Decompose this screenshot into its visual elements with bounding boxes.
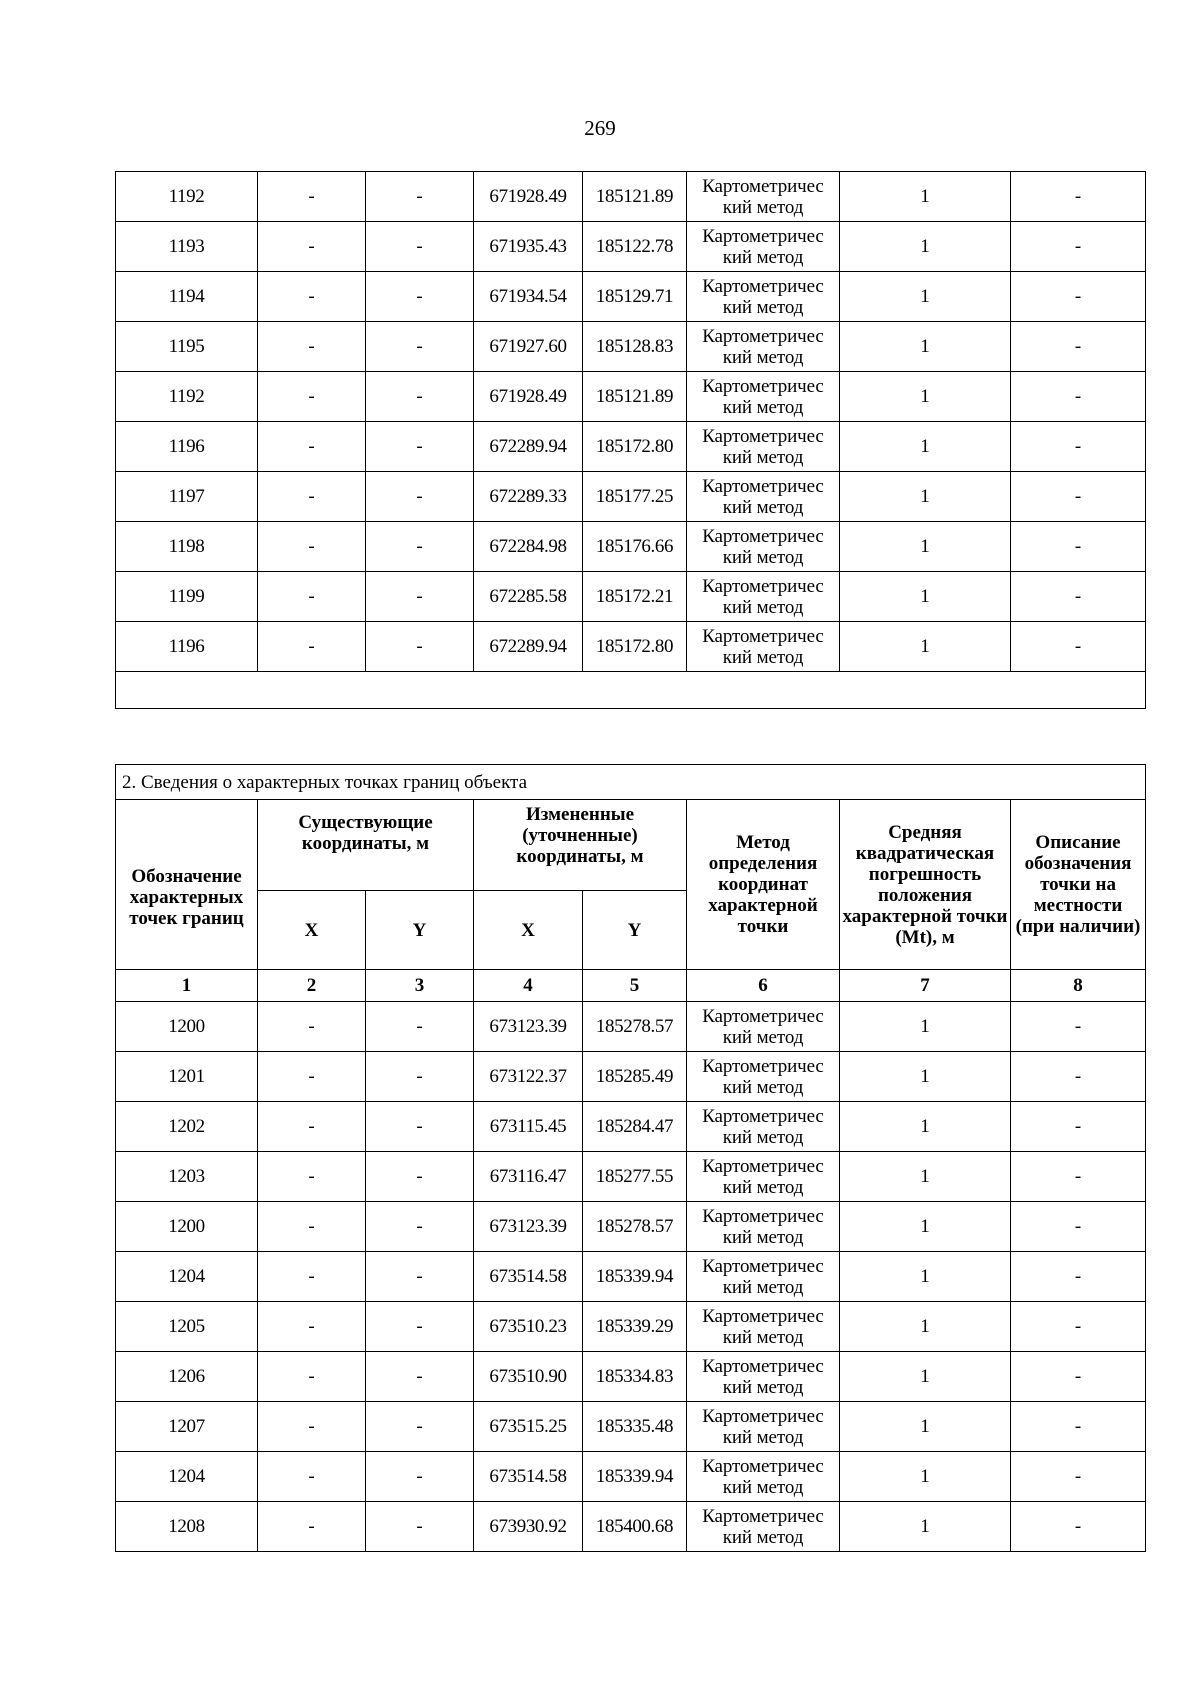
description-cell: - <box>1011 1202 1146 1252</box>
table-row <box>116 622 1146 672</box>
y-coordinate-cell: 185172.80 <box>583 622 687 672</box>
existing-y-cell: - <box>366 372 474 422</box>
y-coordinate-cell: 185121.89 <box>583 372 687 422</box>
table-row <box>116 1452 1146 1502</box>
x-coordinate-cell: 673123.39 <box>474 1202 583 1252</box>
header-mean-error: Средняя квадратическая погрешность положения характерной точки (Mt), м <box>840 800 1011 970</box>
method-cell: Картометричес кий метод <box>687 1002 840 1052</box>
method-cell: Картометричес кий метод <box>687 1502 840 1552</box>
existing-x-cell: - <box>258 1152 366 1202</box>
x-coordinate-cell: 671928.49 <box>474 372 583 422</box>
point-cell: 1202 <box>116 1102 258 1152</box>
table-row <box>116 222 1146 272</box>
column-number: 3 <box>366 970 474 1002</box>
existing-x-cell: - <box>258 1002 366 1052</box>
existing-y-cell: - <box>366 1352 474 1402</box>
description-cell: - <box>1011 1352 1146 1402</box>
point-cell: 1204 <box>116 1452 258 1502</box>
existing-y-cell: - <box>366 1152 474 1202</box>
description-cell: - <box>1011 422 1146 472</box>
method-cell: Картометричес кий метод <box>687 422 840 472</box>
y-coordinate-cell: 185176.66 <box>583 522 687 572</box>
existing-x-cell: - <box>258 1502 366 1552</box>
existing-y-cell: - <box>366 1252 474 1302</box>
x-coordinate-cell: 671935.43 <box>474 222 583 272</box>
method-cell: Картометричес кий метод <box>687 1202 840 1252</box>
table-row <box>116 1502 1146 1552</box>
existing-x-cell: - <box>258 1452 366 1502</box>
table-row <box>116 272 1146 322</box>
x-coordinate-cell: 671934.54 <box>474 272 583 322</box>
y-coordinate-cell: 185278.57 <box>583 1002 687 1052</box>
existing-x-cell: - <box>258 222 366 272</box>
point-cell: 1205 <box>116 1302 258 1352</box>
existing-x-cell: - <box>258 1052 366 1102</box>
table-row <box>116 172 1146 222</box>
header-point: Обозначение характерных точек границ <box>116 800 258 970</box>
existing-x-cell: - <box>258 1252 366 1302</box>
existing-x-cell: - <box>258 572 366 622</box>
existing-x-cell: - <box>258 472 366 522</box>
x-coordinate-cell: 672289.94 <box>474 622 583 672</box>
point-cell: 1198 <box>116 522 258 572</box>
column-number: 2 <box>258 970 366 1002</box>
point-cell: 1196 <box>116 622 258 672</box>
table-row <box>116 1152 1146 1202</box>
description-cell: - <box>1011 222 1146 272</box>
existing-x-cell: - <box>258 1202 366 1252</box>
existing-y-cell: - <box>366 572 474 622</box>
existing-y-cell: - <box>366 1102 474 1152</box>
description-cell: - <box>1011 172 1146 222</box>
point-cell: 1199 <box>116 572 258 622</box>
point-cell: 1192 <box>116 372 258 422</box>
table-body <box>116 765 1146 1552</box>
method-cell: Картометричес кий метод <box>687 572 840 622</box>
existing-y-cell: - <box>366 472 474 522</box>
mean-error-cell: 1 <box>840 422 1011 472</box>
y-coordinate-cell: 185277.55 <box>583 1152 687 1202</box>
x-coordinate-cell: 672284.98 <box>474 522 583 572</box>
description-cell: - <box>1011 1152 1146 1202</box>
column-number: 8 <box>1011 970 1146 1002</box>
point-cell: 1203 <box>116 1152 258 1202</box>
x-coordinate-cell: 671928.49 <box>474 172 583 222</box>
table-row <box>116 572 1146 622</box>
table-row <box>116 372 1146 422</box>
table-body <box>116 172 1146 709</box>
x-coordinate-cell: 673515.25 <box>474 1402 583 1452</box>
existing-y-cell: - <box>366 222 474 272</box>
description-cell: - <box>1011 1252 1146 1302</box>
mean-error-cell: 1 <box>840 322 1011 372</box>
header-description: Описание обозначения точки на местности (при наличии) <box>1011 800 1146 970</box>
description-cell: - <box>1011 1302 1146 1352</box>
table-row <box>116 422 1146 472</box>
method-cell: Картометричес кий метод <box>687 222 840 272</box>
existing-x-cell: - <box>258 372 366 422</box>
table-title-row <box>116 765 1146 800</box>
description-cell: - <box>1011 1502 1146 1552</box>
existing-y-cell: - <box>366 322 474 372</box>
table-row <box>116 522 1146 572</box>
description-cell: - <box>1011 322 1146 372</box>
mean-error-cell: 1 <box>840 1152 1011 1202</box>
point-cell: 1194 <box>116 272 258 322</box>
point-cell: 1192 <box>116 172 258 222</box>
x-coordinate-cell: 673514.58 <box>474 1252 583 1302</box>
header-existing-coordinates: Существующие координаты, м <box>258 800 474 891</box>
mean-error-cell: 1 <box>840 1502 1011 1552</box>
description-cell: - <box>1011 522 1146 572</box>
method-cell: Картометричес кий метод <box>687 1302 840 1352</box>
y-coordinate-cell: 185172.21 <box>583 572 687 622</box>
point-cell: 1200 <box>116 1202 258 1252</box>
table-row <box>116 1252 1146 1302</box>
description-cell: - <box>1011 272 1146 322</box>
mean-error-cell: 1 <box>840 222 1011 272</box>
x-coordinate-cell: 672285.58 <box>474 572 583 622</box>
existing-y-cell: - <box>366 1002 474 1052</box>
description-cell: - <box>1011 472 1146 522</box>
point-cell: 1193 <box>116 222 258 272</box>
y-coordinate-cell: 185122.78 <box>583 222 687 272</box>
mean-error-cell: 1 <box>840 172 1011 222</box>
y-coordinate-cell: 185284.47 <box>583 1102 687 1152</box>
point-cell: 1196 <box>116 422 258 472</box>
mean-error-cell: 1 <box>840 1352 1011 1402</box>
y-coordinate-cell: 185172.80 <box>583 422 687 472</box>
table-row <box>116 1352 1146 1402</box>
description-cell: - <box>1011 1052 1146 1102</box>
point-cell: 1195 <box>116 322 258 372</box>
point-cell: 1208 <box>116 1502 258 1552</box>
table-row <box>116 322 1146 372</box>
mean-error-cell: 1 <box>840 1302 1011 1352</box>
method-cell: Картометричес кий метод <box>687 522 840 572</box>
mean-error-cell: 1 <box>840 1052 1011 1102</box>
existing-x-cell: - <box>258 1102 366 1152</box>
x-coordinate-cell: 673123.39 <box>474 1002 583 1052</box>
method-cell: Картометричес кий метод <box>687 1102 840 1152</box>
mean-error-cell: 1 <box>840 1002 1011 1052</box>
y-coordinate-cell: 185339.94 <box>583 1252 687 1302</box>
y-coordinate-cell: 185339.94 <box>583 1452 687 1502</box>
existing-y-cell: - <box>366 272 474 322</box>
point-cell: 1204 <box>116 1252 258 1302</box>
y-coordinate-cell: 185278.57 <box>583 1202 687 1252</box>
mean-error-cell: 1 <box>840 522 1011 572</box>
method-cell: Картометричес кий метод <box>687 172 840 222</box>
existing-y-cell: - <box>366 1302 474 1352</box>
existing-x-cell: - <box>258 522 366 572</box>
point-cell: 1197 <box>116 472 258 522</box>
header-changed-coordinates: Измененные (уточненные) координаты, м <box>474 800 687 891</box>
mean-error-cell: 1 <box>840 1102 1011 1152</box>
method-cell: Картометричес кий метод <box>687 1352 840 1402</box>
mean-error-cell: 1 <box>840 1252 1011 1302</box>
x-coordinate-cell: 673510.90 <box>474 1352 583 1402</box>
method-cell: Картометричес кий метод <box>687 622 840 672</box>
y-coordinate-cell: 185121.89 <box>583 172 687 222</box>
table-title: 2. Сведения о характерных точках границ объекта <box>116 765 1146 800</box>
y-coordinate-cell: 185400.68 <box>583 1502 687 1552</box>
existing-y-cell: - <box>366 1202 474 1252</box>
header-changed-y: Y <box>583 891 687 970</box>
existing-y-cell: - <box>366 422 474 472</box>
method-cell: Картометричес кий метод <box>687 272 840 322</box>
y-coordinate-cell: 185129.71 <box>583 272 687 322</box>
table-row <box>116 1002 1146 1052</box>
mean-error-cell: 1 <box>840 272 1011 322</box>
boundary-points-table <box>115 764 1146 1552</box>
method-cell: Картометричес кий метод <box>687 1402 840 1452</box>
x-coordinate-cell: 672289.33 <box>474 472 583 522</box>
y-coordinate-cell: 185285.49 <box>583 1052 687 1102</box>
table-row <box>116 1402 1146 1452</box>
column-number: 1 <box>116 970 258 1002</box>
description-cell: - <box>1011 572 1146 622</box>
method-cell: Картометричес кий метод <box>687 1052 840 1102</box>
description-cell: - <box>1011 1402 1146 1452</box>
column-number: 6 <box>687 970 840 1002</box>
coordinates-table-continuation <box>115 171 1146 709</box>
header-method: Метод определения координат характерной точки <box>687 800 840 970</box>
column-number-row <box>116 970 1146 1002</box>
existing-x-cell: - <box>258 172 366 222</box>
blank-cell <box>116 672 1146 709</box>
existing-x-cell: - <box>258 622 366 672</box>
point-cell: 1200 <box>116 1002 258 1052</box>
y-coordinate-cell: 185339.29 <box>583 1302 687 1352</box>
method-cell: Картометричес кий метод <box>687 1452 840 1502</box>
description-cell: - <box>1011 1452 1146 1502</box>
header-existing-x: X <box>258 891 366 970</box>
table-row <box>116 1202 1146 1252</box>
table-row <box>116 472 1146 522</box>
point-cell: 1207 <box>116 1402 258 1452</box>
page-number: 269 <box>584 116 616 140</box>
column-number: 5 <box>583 970 687 1002</box>
method-cell: Картометричес кий метод <box>687 372 840 422</box>
header-changed-x: X <box>474 891 583 970</box>
existing-y-cell: - <box>366 622 474 672</box>
existing-x-cell: - <box>258 1352 366 1402</box>
description-cell: - <box>1011 622 1146 672</box>
existing-x-cell: - <box>258 422 366 472</box>
x-coordinate-cell: 673115.45 <box>474 1102 583 1152</box>
mean-error-cell: 1 <box>840 1202 1011 1252</box>
existing-y-cell: - <box>366 1502 474 1552</box>
x-coordinate-cell: 673514.58 <box>474 1452 583 1502</box>
y-coordinate-cell: 185334.83 <box>583 1352 687 1402</box>
existing-y-cell: - <box>366 1452 474 1502</box>
header-row-1 <box>116 800 1146 891</box>
mean-error-cell: 1 <box>840 472 1011 522</box>
existing-x-cell: - <box>258 272 366 322</box>
mean-error-cell: 1 <box>840 622 1011 672</box>
point-cell: 1201 <box>116 1052 258 1102</box>
y-coordinate-cell: 185177.25 <box>583 472 687 522</box>
x-coordinate-cell: 673930.92 <box>474 1502 583 1552</box>
mean-error-cell: 1 <box>840 1402 1011 1452</box>
existing-y-cell: - <box>366 1402 474 1452</box>
x-coordinate-cell: 672289.94 <box>474 422 583 472</box>
x-coordinate-cell: 673122.37 <box>474 1052 583 1102</box>
point-cell: 1206 <box>116 1352 258 1402</box>
description-cell: - <box>1011 1002 1146 1052</box>
method-cell: Картометричес кий метод <box>687 472 840 522</box>
method-cell: Картометричес кий метод <box>687 322 840 372</box>
table-row <box>116 1102 1146 1152</box>
mean-error-cell: 1 <box>840 1452 1011 1502</box>
description-cell: - <box>1011 1102 1146 1152</box>
existing-y-cell: - <box>366 1052 474 1102</box>
existing-x-cell: - <box>258 322 366 372</box>
y-coordinate-cell: 185128.83 <box>583 322 687 372</box>
blank-row <box>116 672 1146 709</box>
existing-y-cell: - <box>366 522 474 572</box>
x-coordinate-cell: 673116.47 <box>474 1152 583 1202</box>
description-cell: - <box>1011 372 1146 422</box>
existing-x-cell: - <box>258 1402 366 1452</box>
table-row <box>116 1052 1146 1102</box>
x-coordinate-cell: 671927.60 <box>474 322 583 372</box>
mean-error-cell: 1 <box>840 372 1011 422</box>
existing-x-cell: - <box>258 1302 366 1352</box>
table-row <box>116 1302 1146 1352</box>
method-cell: Картометричес кий метод <box>687 1152 840 1202</box>
mean-error-cell: 1 <box>840 572 1011 622</box>
y-coordinate-cell: 185335.48 <box>583 1402 687 1452</box>
column-number: 4 <box>474 970 583 1002</box>
method-cell: Картометричес кий метод <box>687 1252 840 1302</box>
x-coordinate-cell: 673510.23 <box>474 1302 583 1352</box>
existing-y-cell: - <box>366 172 474 222</box>
column-number: 7 <box>840 970 1011 1002</box>
header-existing-y: Y <box>366 891 474 970</box>
